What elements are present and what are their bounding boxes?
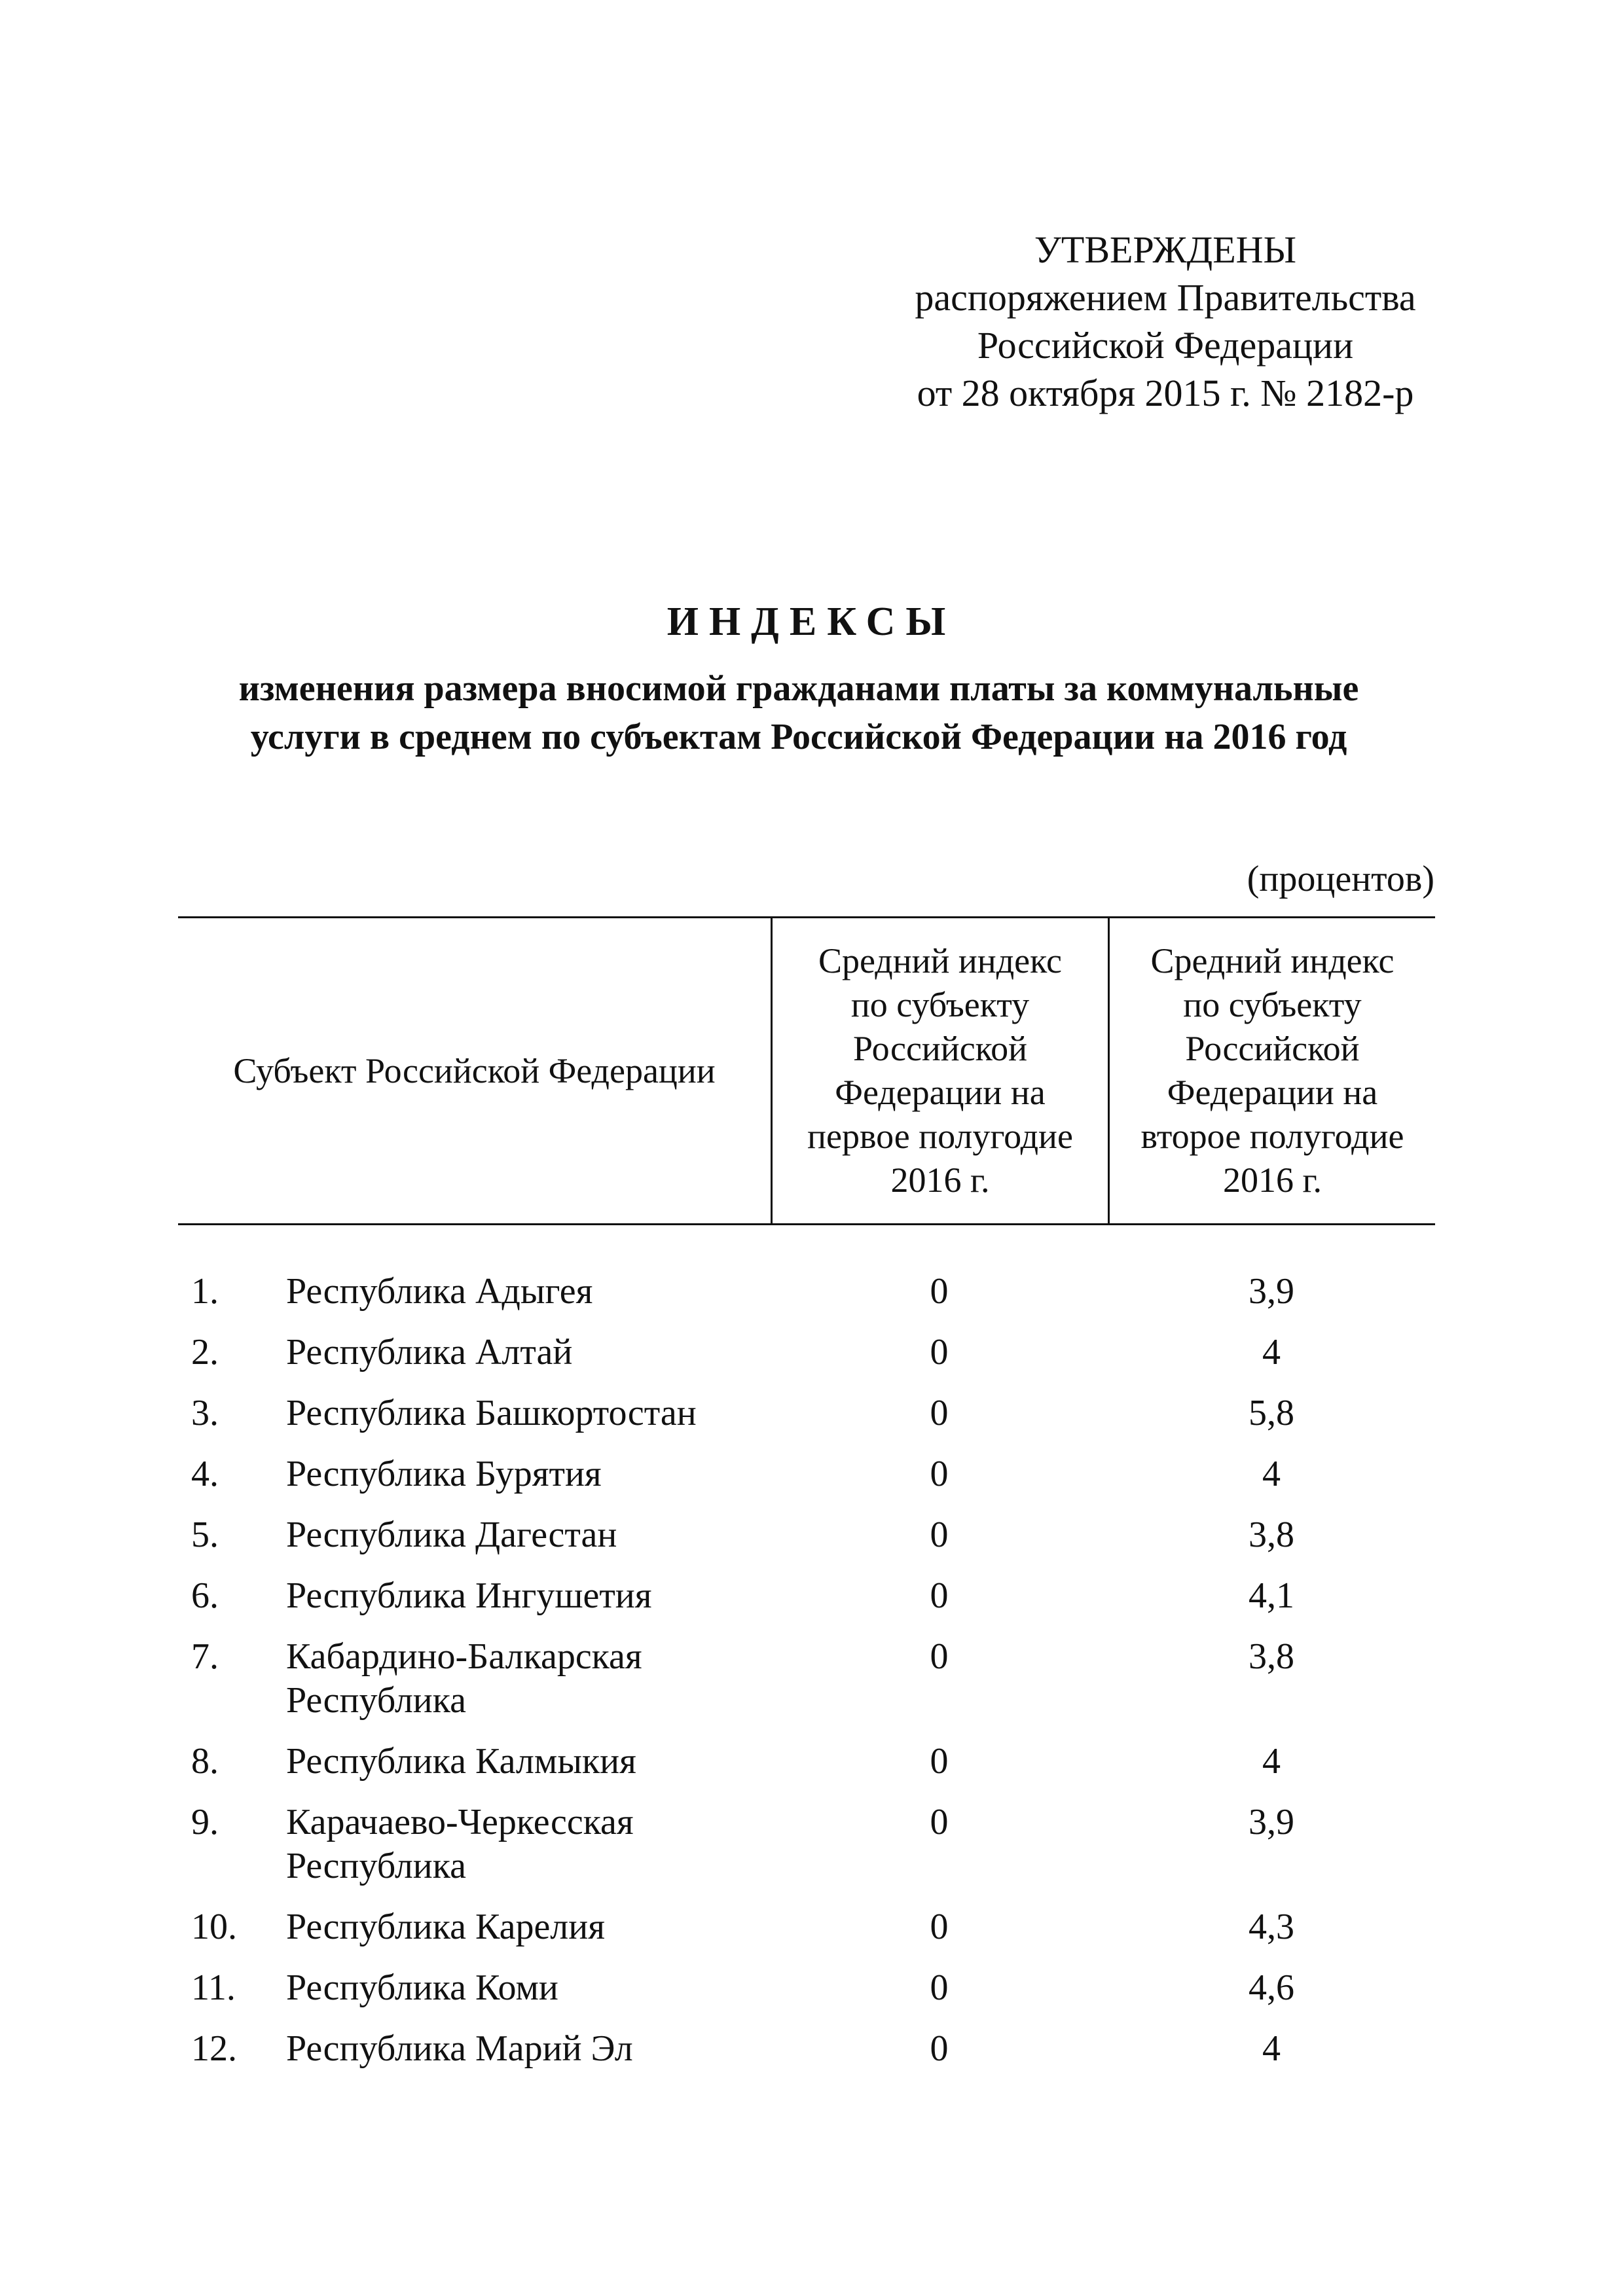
approval-line-federation: Российской Федерации [977,324,1354,367]
table-row [178,1513,1435,1557]
approval-line-date-number: от 28 октября 2015 г. № 2182-р [917,372,1414,414]
header-first-half-line: Российской [852,1029,1028,1068]
approval-block [864,226,1467,417]
row-first-half-value: 0 [930,1741,949,1782]
document-subtitle [144,664,1453,761]
units-label: (процентов) [1247,859,1434,899]
row-number: 1. [191,1271,219,1312]
row-number: 3. [191,1393,219,1433]
row-second-half-value: 4 [1262,1454,1281,1494]
approval-line-order: распоряжением Правительства [915,276,1416,319]
table-body [178,1270,1435,2088]
row-number: 5. [191,1515,219,1555]
row-first-half-value: 0 [930,1454,949,1494]
header-first-half-line: 2016 г. [890,1160,990,1200]
row-first-half-value: 0 [930,1575,949,1616]
table-row [178,1635,1435,1723]
header-first-half-line: первое полугодие [807,1117,1073,1156]
row-subject-name: Республика Дагестан [286,1515,617,1555]
header-subject-label: Субъект Российской Федерации [233,1050,716,1090]
row-second-half-value: 4,3 [1249,1907,1294,1947]
row-first-half-value: 0 [930,1515,949,1555]
table-row [178,1574,1435,1618]
header-second-half-line: Средний индекс [1150,941,1395,980]
row-first-half-value: 0 [930,1393,949,1433]
table-row [178,1331,1435,1374]
document-title: ИНДЕКСЫ [666,600,957,644]
row-first-half-value: 0 [930,1967,949,2008]
row-first-half-value: 0 [930,1332,949,1372]
table-row [178,1740,1435,1784]
header-second-half-line: Российской [1185,1029,1360,1068]
row-number: 12. [191,2028,237,2069]
row-second-half-value: 4,6 [1249,1967,1294,2008]
row-second-half-value: 4 [1262,1741,1281,1782]
header-second-half-line: второе полугодие [1140,1117,1404,1156]
row-second-half-value: 4,1 [1249,1575,1294,1616]
header-first-half-line: Федерации на [835,1073,1046,1112]
row-number: 2. [191,1332,219,1372]
row-second-half-value: 3,8 [1249,1515,1294,1555]
row-subject-name: Республика Адыгея [286,1271,593,1312]
row-number: 6. [191,1575,219,1616]
table-row [178,1391,1435,1435]
subtitle-line-2: услуги в среднем по субъектам Российской Федерации на 2016 год [250,717,1347,757]
row-first-half-value: 0 [930,1907,949,1947]
header-second-half [1110,918,1435,1223]
table-row [178,1452,1435,1496]
row-first-half-value: 0 [930,1802,949,1842]
row-subject-name: Республика Карелия [286,1907,605,1947]
row-subject-name: Республика Башкортостан [286,1393,697,1433]
row-subject-name: Республика Алтай [286,1332,573,1372]
table-header [178,916,1435,1225]
header-first-half [773,918,1108,1223]
row-number: 11. [191,1967,236,2008]
row-subject-name: Карачаево-Черкесская Республика [286,1802,634,1886]
table-row [178,1801,1435,1888]
row-number: 10. [191,1907,237,1947]
row-second-half-value: 3,9 [1249,1802,1294,1842]
approval-heading: УТВЕРЖДЕНЫ [1034,228,1297,271]
row-first-half-value: 0 [930,1636,949,1677]
header-subject [178,918,771,1223]
subtitle-line-1: изменения размера вносимой гражданами платы за коммунальные [238,668,1359,709]
table-row [178,1905,1435,1949]
table-row [178,1270,1435,1314]
row-second-half-value: 5,8 [1249,1393,1294,1433]
row-number: 9. [191,1802,219,1842]
header-second-half-line: 2016 г. [1222,1160,1322,1200]
table-row [178,2027,1435,2071]
header-second-half-line: по субъекту [1183,985,1362,1024]
row-subject-name: Республика Бурятия [286,1454,602,1494]
row-subject-name: Республика Калмыкия [286,1741,636,1782]
row-subject-name: Республика Марий Эл [286,2028,633,2069]
row-number: 7. [191,1636,219,1677]
row-subject-name: Республика Ингушетия [286,1575,652,1616]
header-first-half-line: Средний индекс [818,941,1063,980]
table-row [178,1966,1435,2010]
row-first-half-value: 0 [930,1271,949,1312]
row-first-half-value: 0 [930,2028,949,2069]
header-second-half-line: Федерации на [1167,1073,1378,1112]
row-second-half-value: 4 [1262,2028,1281,2069]
row-subject-name: Республика Коми [286,1967,558,2008]
row-subject-name: Кабардино-Балкарская Республика [286,1636,642,1721]
row-number: 4. [191,1454,219,1494]
row-second-half-value: 3,9 [1249,1271,1294,1312]
row-second-half-value: 4 [1262,1332,1281,1372]
row-second-half-value: 3,8 [1249,1636,1294,1677]
row-number: 8. [191,1741,219,1782]
header-first-half-line: по субъекту [850,985,1030,1024]
